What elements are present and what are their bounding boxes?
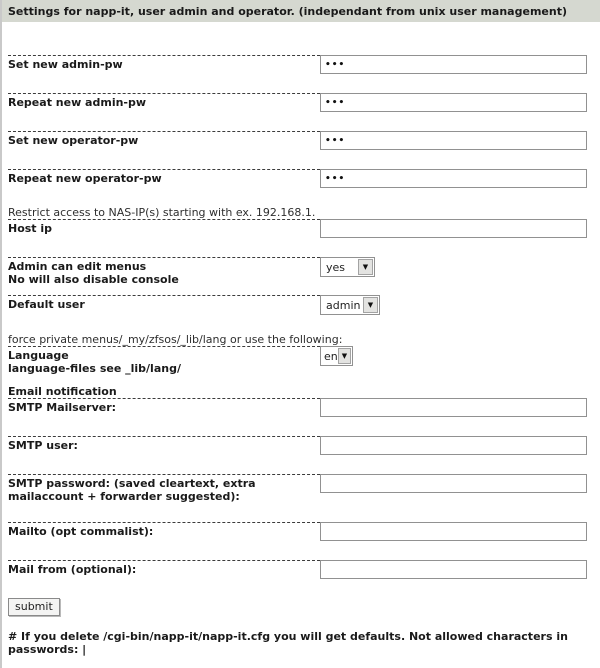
field-cell bbox=[320, 131, 587, 150]
admin-can-edit-select[interactable] bbox=[320, 257, 375, 277]
row-host-ip bbox=[8, 219, 587, 238]
field-label-repeat-new-operator-pw: Repeat new operator-pw bbox=[8, 169, 320, 185]
row-set-new-admin-pw bbox=[8, 55, 587, 74]
row-repeat-new-admin-pw bbox=[8, 93, 587, 112]
field-label-admin-can-edit-menus bbox=[8, 257, 320, 286]
field-cell bbox=[320, 474, 587, 493]
note-restrict-access: Restrict access to NAS-IP(s) starting with ex. 192.168.1. bbox=[8, 206, 316, 219]
field-label-set-new-admin-pw: Set new admin-pw bbox=[8, 55, 320, 71]
field-cell bbox=[320, 436, 587, 455]
field-label-smtp-user: SMTP user: bbox=[8, 436, 320, 452]
field-cell bbox=[320, 560, 587, 579]
operator-pw-input[interactable] bbox=[320, 131, 587, 150]
field-label-mail-from: Mail from (optional): bbox=[8, 560, 320, 576]
field-cell bbox=[320, 295, 587, 315]
row-smtp-password bbox=[8, 474, 587, 503]
field-cell bbox=[320, 169, 587, 188]
mailto-input[interactable] bbox=[320, 522, 587, 541]
chevron-down-icon bbox=[338, 348, 351, 364]
row-repeat-new-operator-pw bbox=[8, 169, 587, 188]
note-force-private-menus: force private menus/_my/zfsos/_lib/lang or use the following: bbox=[8, 333, 343, 346]
language-select[interactable] bbox=[320, 346, 353, 366]
chevron-down-icon bbox=[363, 297, 378, 313]
host-ip-input[interactable] bbox=[320, 219, 587, 238]
footer-note: # If you delete /cgi-bin/napp-it/napp-it.cfg you will get defaults. Not allowed characters in passwords: | bbox=[8, 630, 568, 656]
selected-value: en bbox=[324, 349, 338, 363]
smtp-password-input[interactable] bbox=[320, 474, 587, 493]
field-cell bbox=[320, 93, 587, 112]
selected-value: admin bbox=[326, 298, 361, 312]
field-label-host-ip: Host ip bbox=[8, 219, 320, 235]
row-admin-can-edit-menus bbox=[8, 257, 587, 286]
field-cell bbox=[320, 398, 587, 417]
default-user-select[interactable] bbox=[320, 295, 380, 315]
label-line-2: language-files see _lib/lang/ bbox=[8, 362, 181, 375]
smtp-user-input[interactable] bbox=[320, 436, 587, 455]
field-label-language bbox=[8, 346, 320, 375]
chevron-glyph: ▼ bbox=[362, 262, 369, 271]
section-heading-email-notification: Email notification bbox=[8, 385, 117, 398]
submit-button[interactable]: submit bbox=[8, 598, 60, 616]
field-label-default-user: Default user bbox=[8, 295, 320, 311]
field-label-set-new-operator-pw: Set new operator-pw bbox=[8, 131, 320, 147]
row-mail-from bbox=[8, 560, 587, 579]
smtp-mailserver-input[interactable] bbox=[320, 398, 587, 417]
field-cell bbox=[320, 346, 587, 366]
mail-from-input[interactable] bbox=[320, 560, 587, 579]
row-mailto bbox=[8, 522, 587, 541]
selected-value: yes bbox=[326, 260, 346, 274]
row-default-user bbox=[8, 295, 587, 315]
field-label-smtp-mailserver: SMTP Mailserver: bbox=[8, 398, 320, 414]
field-label-repeat-new-admin-pw: Repeat new admin-pw bbox=[8, 93, 320, 109]
row-set-new-operator-pw bbox=[8, 131, 587, 150]
operator-pw-repeat-input[interactable] bbox=[320, 169, 587, 188]
field-label-mailto: Mailto (opt commalist): bbox=[8, 522, 320, 538]
settings-form bbox=[2, 22, 600, 656]
field-cell bbox=[320, 55, 587, 74]
label-line-1: Language bbox=[8, 349, 69, 362]
field-cell bbox=[320, 257, 587, 277]
row-smtp-mailserver bbox=[8, 398, 587, 417]
chevron-down-icon bbox=[358, 259, 373, 275]
admin-pw-repeat-input[interactable] bbox=[320, 93, 587, 112]
chevron-glyph: ▼ bbox=[341, 351, 348, 360]
admin-pw-input[interactable] bbox=[320, 55, 587, 74]
row-smtp-user bbox=[8, 436, 587, 455]
field-cell bbox=[320, 522, 587, 541]
page-title: Settings for napp-it, user admin and operator. (independant from unix user management) bbox=[2, 0, 600, 22]
row-language bbox=[8, 346, 587, 375]
label-line-1: Admin can edit menus bbox=[8, 260, 147, 273]
field-cell bbox=[320, 219, 587, 238]
chevron-glyph: ▼ bbox=[367, 300, 374, 309]
label-line-2: No will also disable console bbox=[8, 273, 179, 286]
field-label-smtp-password: SMTP password: (saved cleartext, extra mailaccount + forwarder suggested): bbox=[8, 474, 320, 503]
